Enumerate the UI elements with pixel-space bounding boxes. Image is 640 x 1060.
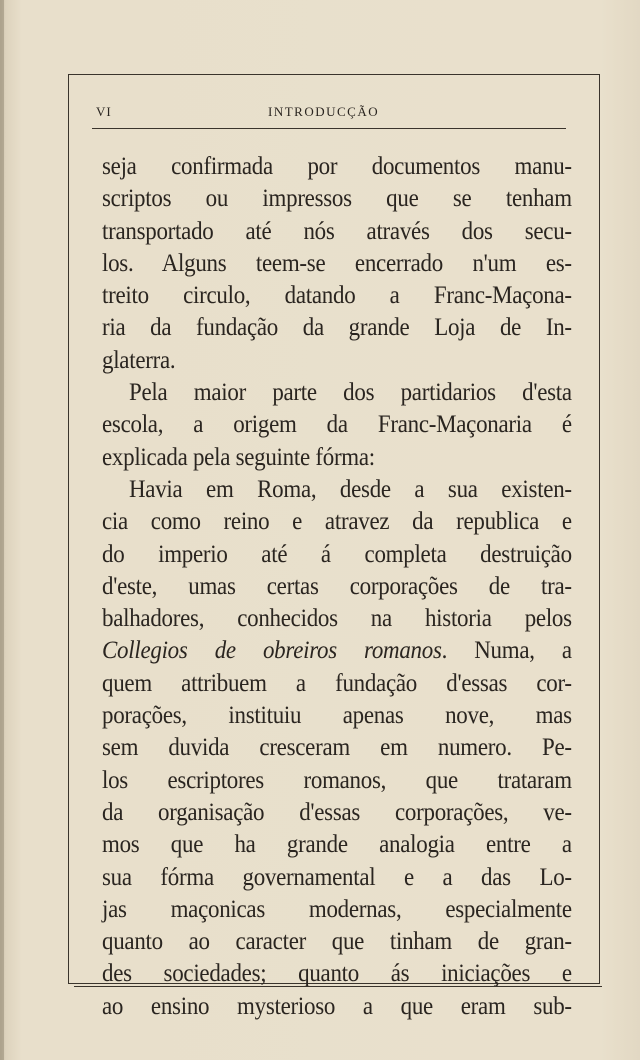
- running-header: [96, 100, 566, 124]
- text-line: balhadores, conhecidos na historia pelos: [102, 603, 572, 633]
- text-line: d'este, umas certas corporações de tra-: [102, 570, 572, 600]
- text-line: quanto ao caracter que tinham de gran-: [102, 926, 572, 956]
- text-line: scriptos ou impressos que se tenham: [102, 183, 572, 213]
- text-line: ao ensino mysterioso a que eram sub-: [102, 990, 572, 1020]
- text-line: des sociedades; quanto ás iniciações e: [102, 958, 572, 988]
- text-line-italic-phrase: [102, 634, 572, 666]
- text-line: sem duvida cresceram em numero. Pe-: [102, 732, 572, 762]
- text-line: ria da fundação da grande Loja de In-: [102, 312, 572, 342]
- text-line: treito circulo, datando a Franc-Maçona-: [102, 280, 572, 310]
- text-line: explicada pela seguinte fórma:: [102, 441, 375, 471]
- running-title: INTRODUCÇÃO: [268, 104, 380, 119]
- text-line: los escriptores romanos, que trataram: [102, 764, 572, 794]
- italic-title: Collegios de obreiros romanos: [102, 635, 442, 665]
- text-line: da organisação d'essas corporações, ve-: [102, 796, 572, 826]
- text-line: Havia em Roma, desde a sua existen-: [129, 473, 572, 503]
- text-line: jas maçonicas modernas, especialmente: [102, 893, 572, 923]
- header-rule: [92, 128, 566, 129]
- text-line: seja confirmada por documentos manu-: [102, 151, 572, 180]
- text-line: glaterra.: [102, 344, 176, 374]
- text-line: porações, instituiu apenas nove, mas: [102, 700, 572, 730]
- bottom-rule: [74, 986, 602, 987]
- page-number: VI: [96, 104, 112, 119]
- text-line: escola, a origem da Franc-Maçonaria é: [102, 409, 572, 439]
- text-line: Pela maior parte dos partidarios d'esta: [129, 377, 572, 407]
- text-line: do imperio até á completa destruição: [102, 538, 572, 568]
- text-line: cia como reino e atravez da republica e: [102, 506, 572, 536]
- text-line: sua fórma governamental e a das Lo-: [102, 861, 572, 891]
- text-line: quem attribuem a fundação d'essas cor-: [102, 667, 572, 697]
- spine-edge: [0, 0, 4, 1060]
- text-line: transportado até nós através dos secu-: [102, 215, 572, 245]
- body-text: [102, 150, 572, 1022]
- text-line: los. Alguns teem-se encerrado n'um es-: [102, 247, 572, 277]
- text-fragment: . Numa, a: [441, 635, 572, 665]
- text-line: mos que ha grande analogia entre a: [102, 829, 572, 859]
